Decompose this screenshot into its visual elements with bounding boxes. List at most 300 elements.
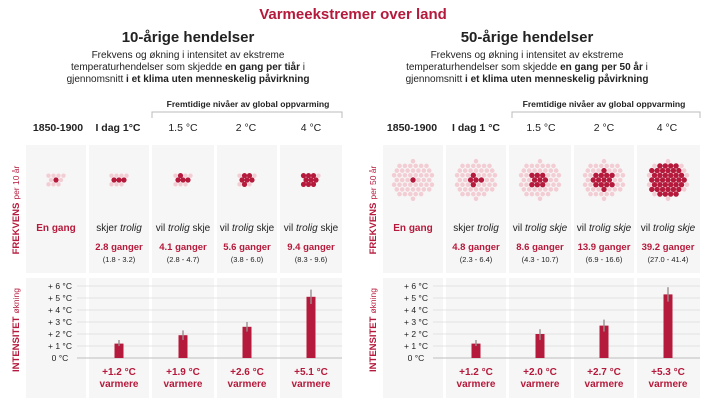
future-levels-bracket xyxy=(152,112,342,118)
frequency-dot-event xyxy=(676,168,681,173)
frequency-dot xyxy=(403,192,408,197)
frequency-dot-event xyxy=(599,173,604,178)
frequency-dot xyxy=(392,182,397,187)
frequency-dot xyxy=(530,164,535,169)
future-levels-label: Fremtidige nivåer av global oppvarming xyxy=(166,99,330,109)
frequency-dot xyxy=(119,182,123,186)
frequency-dot xyxy=(56,182,60,186)
col-header: 1.5 °C xyxy=(168,122,198,134)
frequency-dot-event xyxy=(663,182,668,187)
frequency-dot xyxy=(618,168,623,173)
frequency-dot xyxy=(685,173,690,178)
frequency-dot-event xyxy=(537,177,542,182)
frequency-dot-event xyxy=(668,182,673,187)
col-header: 4 °C xyxy=(300,122,322,134)
frequency-dot xyxy=(487,164,492,169)
frequency-dot-event xyxy=(479,177,484,182)
frequency-dot-event xyxy=(116,177,121,182)
frequency-dot xyxy=(237,173,241,177)
frequency-dot xyxy=(466,192,471,197)
frequency-dot xyxy=(543,168,548,173)
frequency-dot xyxy=(543,187,548,192)
frequency-dot xyxy=(395,187,400,192)
frequency-dot xyxy=(124,173,128,177)
frequency-dot xyxy=(397,173,402,178)
frequency-dot xyxy=(109,173,113,177)
frequency-dot xyxy=(666,196,671,201)
frequency-dot-event xyxy=(468,177,473,182)
panel-title: 10-årige hendelser xyxy=(121,29,255,46)
frequency-dot xyxy=(466,182,471,187)
frequency-dot xyxy=(51,173,55,177)
frequency-dot-event xyxy=(239,177,244,182)
frequency-dot xyxy=(468,168,473,173)
frequency-dot-event xyxy=(410,177,415,182)
frequency-dot xyxy=(519,182,524,187)
frequency-dot xyxy=(422,168,427,173)
frequency-dot xyxy=(490,187,495,192)
intensity-warmer: varmere xyxy=(648,379,688,390)
frequency-dot-event xyxy=(111,177,116,182)
frequency-dot-event xyxy=(471,182,476,187)
col-header: I dag 1 °C xyxy=(452,122,500,134)
frequency-range: (4.3 - 10.7) xyxy=(521,255,559,264)
frequency-dot xyxy=(613,178,618,183)
frequency-dot xyxy=(588,182,593,187)
frequency-dot xyxy=(114,182,118,186)
frequency-dot xyxy=(532,168,537,173)
frequency-dot xyxy=(183,173,187,177)
frequency-dot-event xyxy=(175,177,180,182)
frequency-dot xyxy=(173,173,177,177)
frequency-dot-event xyxy=(471,173,476,178)
frequency-dot xyxy=(594,164,599,169)
frequency-dot-event xyxy=(185,177,190,182)
frequency-range: (2.8 - 4.7) xyxy=(166,255,200,264)
frequency-dot-event xyxy=(663,163,668,168)
frequency-dot xyxy=(604,192,609,197)
panel-desc-line-3: gjennomsnitt i et klima uten menneskelig påvirkning xyxy=(405,74,649,85)
frequency-phrase: vil trolig skje xyxy=(512,223,568,234)
intensity-warmer: varmere xyxy=(227,379,267,390)
frequency-dot xyxy=(583,173,588,178)
frequency-dot xyxy=(679,164,684,169)
frequency-dot-event xyxy=(679,182,684,187)
frequency-dot xyxy=(422,178,427,183)
frequency-dot xyxy=(463,178,468,183)
frequency-dot-event xyxy=(652,173,657,178)
frequency-dot-event xyxy=(679,173,684,178)
col-card-frequency xyxy=(574,145,634,273)
future-levels-label: Fremtidige nivåer av global oppvarming xyxy=(522,99,686,109)
intensity-value: +2.0 °C xyxy=(523,367,557,378)
col-card-frequency xyxy=(152,145,214,273)
y-tick-label: + 3 °C xyxy=(48,317,72,327)
frequency-times: 9.4 ganger xyxy=(287,242,335,253)
frequency-dot xyxy=(596,187,601,192)
frequency-dot xyxy=(463,168,468,173)
frequency-dot xyxy=(405,178,410,183)
frequency-dot xyxy=(522,168,527,173)
frequency-phrase: vil trolig skje xyxy=(576,223,632,234)
intensity-warmer: varmere xyxy=(291,379,331,390)
col-card-frequency xyxy=(446,145,506,273)
frequency-times: 2.8 ganger xyxy=(95,242,143,253)
frequency-dot xyxy=(666,159,671,164)
frequency-dot-event xyxy=(660,187,665,192)
intensity-warmer: varmere xyxy=(584,379,624,390)
frequency-dot xyxy=(682,168,687,173)
frequency-dot xyxy=(549,187,554,192)
frequency-dot xyxy=(538,196,543,201)
y-tick-label: + 5 °C xyxy=(404,293,428,303)
y-tick-label: + 1 °C xyxy=(48,341,72,351)
frequency-dot-event xyxy=(668,191,673,196)
intensity-value: +5.1 °C xyxy=(294,367,328,378)
frequency-dot xyxy=(613,187,618,192)
col-header-baseline: 1850-1900 xyxy=(386,122,438,134)
frequency-dot xyxy=(538,187,543,192)
frequency-dot xyxy=(395,178,400,183)
intensity-warmer: varmere xyxy=(163,379,203,390)
frequency-dot xyxy=(474,187,479,192)
frequency-dot xyxy=(173,182,177,186)
frequency-dot xyxy=(546,192,551,197)
frequency-phrase: vil trolig skje xyxy=(155,223,211,234)
frequency-dot-event xyxy=(599,182,604,187)
col-card-frequency xyxy=(89,145,149,273)
frequency-dot xyxy=(554,168,559,173)
frequency-dot xyxy=(59,178,63,182)
frequency-dot xyxy=(474,159,479,164)
frequency-dot xyxy=(485,178,490,183)
frequency-dot xyxy=(554,187,559,192)
frequency-dot xyxy=(546,173,551,178)
frequency-dot xyxy=(599,192,604,197)
frequency-dot xyxy=(591,187,596,192)
frequency-dot xyxy=(46,173,50,177)
frequency-dot xyxy=(618,178,623,183)
frequency-dot-event xyxy=(673,182,678,187)
frequency-dot xyxy=(610,192,615,197)
frequency-dot-event xyxy=(657,163,662,168)
frequency-dot-event xyxy=(529,182,534,187)
frequency-dot xyxy=(588,164,593,169)
frequency-phrase: vil trolig skje xyxy=(283,223,339,234)
frequency-dot xyxy=(395,168,400,173)
frequency-dot xyxy=(540,192,545,197)
frequency-dot xyxy=(463,187,468,192)
col-card-frequency xyxy=(637,145,700,273)
frequency-dot xyxy=(482,164,487,169)
frequency-dot xyxy=(583,182,588,187)
frequency-dot xyxy=(602,196,607,201)
intensity-axis-label: INTENSITETøkning xyxy=(11,288,22,372)
frequency-dot xyxy=(621,182,626,187)
frequency-dot-event xyxy=(247,173,252,178)
frequency-dot xyxy=(460,164,465,169)
frequency-dot xyxy=(397,164,402,169)
y-tick-label: + 5 °C xyxy=(48,293,72,303)
frequency-dot-event xyxy=(303,177,308,182)
frequency-range: (27.0 - 41.4) xyxy=(647,255,689,264)
frequency-dot xyxy=(476,164,481,169)
frequency-dot-event xyxy=(311,182,316,187)
frequency-dot xyxy=(647,182,652,187)
frequency-dot xyxy=(471,192,476,197)
frequency-dot xyxy=(460,192,465,197)
frequency-dot-event xyxy=(591,177,596,182)
frequency-dot xyxy=(430,173,435,178)
frequency-dot xyxy=(400,168,405,173)
frequency-dot xyxy=(618,187,623,192)
frequency-dot xyxy=(188,173,192,177)
frequency-dot-event xyxy=(682,177,687,182)
col-header: I dag 1°C xyxy=(95,122,141,134)
frequency-dot xyxy=(119,173,123,177)
frequency-axis-label: FREKVENSper 50 år xyxy=(368,165,379,255)
frequency-dot xyxy=(551,164,556,169)
frequency-dot-event xyxy=(668,173,673,178)
frequency-dot-event xyxy=(543,177,548,182)
frequency-dot xyxy=(455,173,460,178)
frequency-dot-event xyxy=(244,177,249,182)
frequency-dot xyxy=(588,192,593,197)
frequency-dot-event xyxy=(540,182,545,187)
frequency-dot-event xyxy=(673,163,678,168)
frequency-dot-event xyxy=(649,177,654,182)
baseline-frequency-text: En gang xyxy=(393,223,433,234)
frequency-dot xyxy=(411,187,416,192)
intensity-bar xyxy=(307,297,316,358)
frequency-dot xyxy=(400,178,405,183)
frequency-dot-event xyxy=(673,173,678,178)
frequency-dot-event xyxy=(593,173,598,178)
frequency-dot xyxy=(530,192,535,197)
frequency-dot xyxy=(615,173,620,178)
frequency-dot xyxy=(599,164,604,169)
frequency-dot-event xyxy=(313,177,318,182)
frequency-dot-event xyxy=(652,182,657,187)
frequency-dot-event xyxy=(593,182,598,187)
frequency-dot xyxy=(476,182,481,187)
frequency-dot-event xyxy=(308,177,313,182)
panel-title: 50-årige hendelser xyxy=(460,29,594,46)
frequency-dot xyxy=(554,178,559,183)
col-header: 4 °C xyxy=(656,122,678,134)
panel-10yr xyxy=(11,29,342,398)
frequency-dot xyxy=(316,173,320,177)
frequency-dot xyxy=(487,182,492,187)
frequency-dot xyxy=(685,182,690,187)
intensity-warmer: varmere xyxy=(520,379,560,390)
frequency-dot xyxy=(178,182,182,186)
frequency-dot-event xyxy=(660,177,665,182)
frequency-dot xyxy=(524,192,529,197)
frequency-dot xyxy=(549,168,554,173)
col-header: 2 °C xyxy=(593,122,615,134)
frequency-dot xyxy=(408,192,413,197)
frequency-dot xyxy=(458,178,463,183)
frequency-dot-event xyxy=(601,177,606,182)
frequency-phrase: skjer trolig xyxy=(453,223,499,234)
frequency-dot-event xyxy=(242,173,247,178)
frequency-dot xyxy=(527,178,532,183)
frequency-range: (6.9 - 16.6) xyxy=(585,255,623,264)
frequency-dot-event xyxy=(242,182,247,187)
frequency-times: 13.9 ganger xyxy=(577,242,631,253)
frequency-dot xyxy=(610,164,615,169)
frequency-dot xyxy=(430,182,435,187)
frequency-dot xyxy=(482,192,487,197)
intensity-value: +2.7 °C xyxy=(587,367,621,378)
frequency-dot xyxy=(408,173,413,178)
main-title: Varmeekstremer over land xyxy=(259,6,447,23)
y-tick-label: + 1 °C xyxy=(404,341,428,351)
frequency-dot xyxy=(538,159,543,164)
frequency-dot xyxy=(416,187,421,192)
frequency-dot xyxy=(413,182,418,187)
col-card-frequency xyxy=(217,145,277,273)
frequency-times: 39.2 ganger xyxy=(641,242,695,253)
frequency-dot xyxy=(49,178,53,182)
frequency-dot xyxy=(476,173,481,178)
frequency-dot-event xyxy=(660,168,665,173)
frequency-dot-event xyxy=(655,177,660,182)
frequency-dot xyxy=(427,168,432,173)
frequency-dot xyxy=(652,192,657,197)
baseline-frequency-text: En gang xyxy=(36,223,76,234)
frequency-dot xyxy=(615,164,620,169)
frequency-times: 4.8 ganger xyxy=(452,242,500,253)
intensity-value: +5.3 °C xyxy=(651,367,685,378)
frequency-dot xyxy=(607,168,612,173)
frequency-dot-event xyxy=(649,187,654,192)
frequency-dot xyxy=(524,182,529,187)
frequency-dot xyxy=(466,173,471,178)
frequency-dot-event xyxy=(301,182,306,187)
frequency-dot-event xyxy=(596,177,601,182)
frequency-dot xyxy=(549,178,554,183)
frequency-dot xyxy=(416,168,421,173)
frequency-dot xyxy=(419,182,424,187)
intensity-value: +1.2 °C xyxy=(102,367,136,378)
frequency-dot xyxy=(557,173,562,178)
panel-desc-line-1: Frekvens og økning i intensitet av ekstreme xyxy=(430,50,624,61)
frequency-dot xyxy=(538,168,543,173)
frequency-dot xyxy=(422,187,427,192)
y-tick-label: 0 °C xyxy=(51,353,69,363)
frequency-dot-event xyxy=(673,191,678,196)
frequency-dot xyxy=(419,192,424,197)
y-tick-label: 0 °C xyxy=(407,353,425,363)
frequency-times: 5.6 ganger xyxy=(223,242,271,253)
y-tick-label: + 4 °C xyxy=(48,305,72,315)
y-tick-label: + 3 °C xyxy=(404,317,428,327)
baseline-card-frequency xyxy=(383,145,443,273)
frequency-dot xyxy=(493,182,498,187)
panel-desc-line-2: temperaturhendelser som skjedde en gang per tiår i xyxy=(71,62,305,73)
col-header: 1.5 °C xyxy=(526,122,556,134)
frequency-phrase: skjer trolig xyxy=(96,223,142,234)
frequency-dot xyxy=(482,182,487,187)
frequency-dot xyxy=(647,173,652,178)
baseline-card-frequency xyxy=(26,145,86,273)
y-tick-label: + 4 °C xyxy=(404,305,428,315)
y-tick-label: + 6 °C xyxy=(404,281,428,291)
frequency-dot-event xyxy=(671,187,676,192)
frequency-range: (1.8 - 3.2) xyxy=(102,255,136,264)
col-header-baseline: 1850-1900 xyxy=(32,122,84,134)
frequency-dot xyxy=(535,164,540,169)
frequency-dot xyxy=(252,173,256,177)
frequency-dot-event xyxy=(609,182,614,187)
frequency-range: (3.8 - 6.0) xyxy=(230,255,264,264)
frequency-dot-event xyxy=(655,187,660,192)
frequency-dot-event xyxy=(668,163,673,168)
frequency-dot-event xyxy=(663,173,668,178)
intensity-axis-label: INTENSITETøkning xyxy=(368,288,379,372)
frequency-dot xyxy=(588,173,593,178)
frequency-dot xyxy=(397,192,402,197)
frequency-dot xyxy=(427,178,432,183)
frequency-dot xyxy=(397,182,402,187)
frequency-dot xyxy=(405,187,410,192)
frequency-dot xyxy=(490,168,495,173)
frequency-dot xyxy=(466,164,471,169)
y-tick-label: + 2 °C xyxy=(48,329,72,339)
frequency-dot xyxy=(419,164,424,169)
frequency-dot xyxy=(551,182,556,187)
frequency-dot xyxy=(424,173,429,178)
frequency-dot xyxy=(424,164,429,169)
frequency-dot-event xyxy=(649,168,654,173)
frequency-dot xyxy=(485,187,490,192)
frequency-dot-event xyxy=(671,177,676,182)
frequency-dot xyxy=(604,164,609,169)
frequency-dot xyxy=(474,196,479,201)
frequency-dot-event xyxy=(604,182,609,187)
frequency-dot xyxy=(557,182,562,187)
frequency-dot xyxy=(535,192,540,197)
frequency-dot xyxy=(183,182,187,186)
frequency-dot xyxy=(458,168,463,173)
frequency-dot-event xyxy=(665,177,670,182)
col-header: 2 °C xyxy=(235,122,257,134)
frequency-dot xyxy=(621,173,626,178)
frequency-dot xyxy=(237,182,241,186)
frequency-dot xyxy=(471,164,476,169)
intensity-value: +2.6 °C xyxy=(230,367,264,378)
frequency-dot xyxy=(546,182,551,187)
frequency-dot xyxy=(586,168,591,173)
col-card-frequency xyxy=(509,145,571,273)
frequency-dot xyxy=(400,187,405,192)
frequency-dot-event xyxy=(535,173,540,178)
frequency-dot-event xyxy=(676,177,681,182)
frequency-dot-event xyxy=(473,177,478,182)
frequency-dot xyxy=(411,159,416,164)
frequency-dot xyxy=(524,173,529,178)
frequency-dot xyxy=(474,168,479,173)
frequency-dot xyxy=(540,164,545,169)
frequency-dot xyxy=(408,182,413,187)
frequency-dot xyxy=(607,187,612,192)
frequency-dot xyxy=(61,173,65,177)
frequency-dot-event xyxy=(655,168,660,173)
frequency-dot xyxy=(408,164,413,169)
frequency-dot-event xyxy=(540,173,545,178)
